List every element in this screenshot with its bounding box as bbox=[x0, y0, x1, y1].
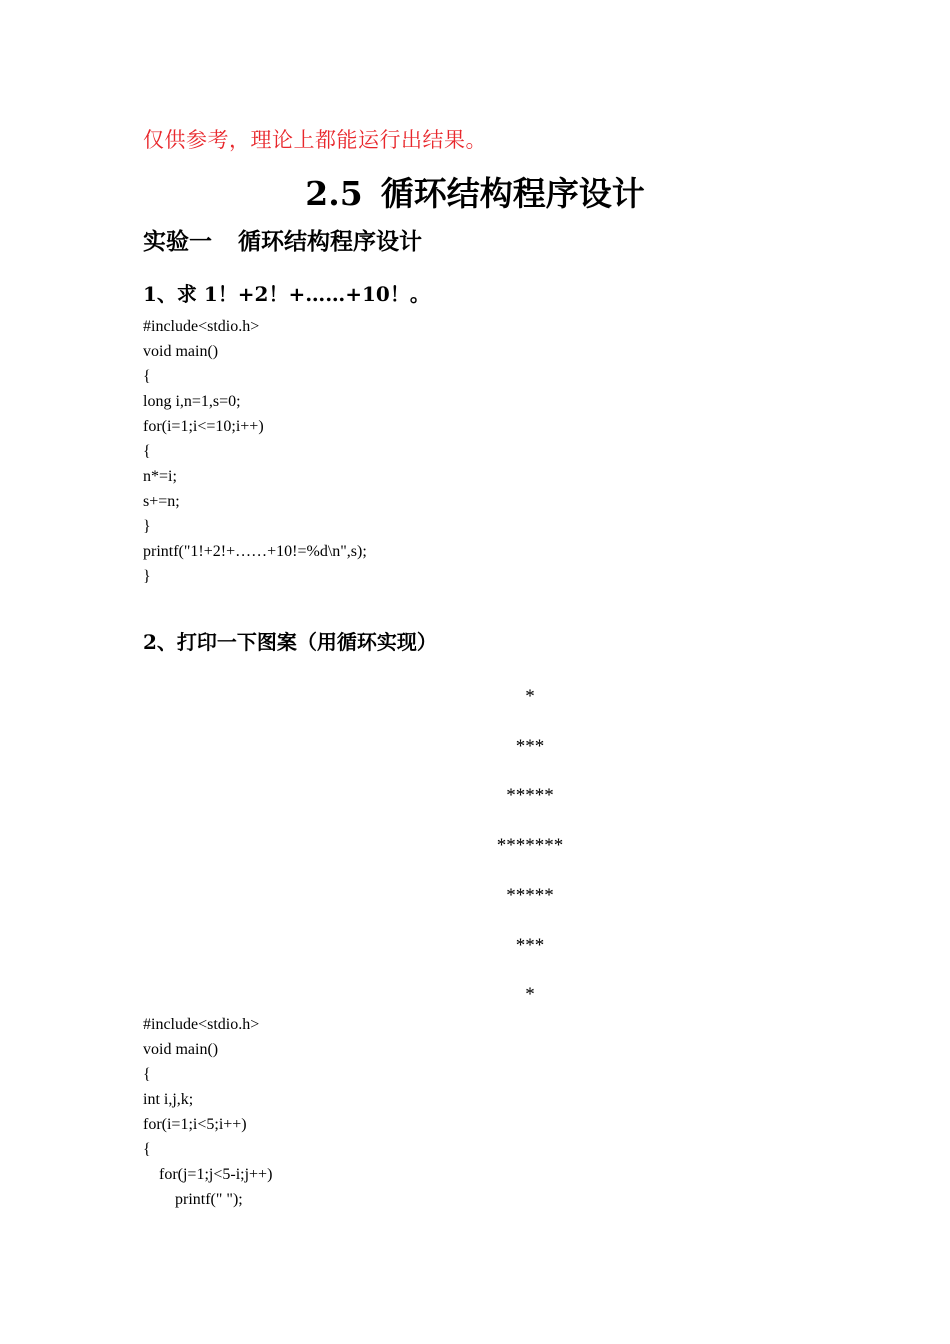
code-line: long i,n=1,s=0; bbox=[143, 393, 241, 410]
question-1-code bbox=[143, 314, 367, 589]
pattern-row: *** bbox=[515, 934, 545, 956]
star-pattern bbox=[0, 672, 950, 1020]
experiment-label: 实验一 bbox=[143, 228, 212, 255]
code-line: printf("1!+2!+……+10!=%d\n",s); bbox=[143, 543, 367, 560]
pattern-row: ***** bbox=[506, 785, 554, 807]
code-line: { bbox=[143, 1141, 151, 1158]
pattern-row: * bbox=[525, 984, 535, 1006]
pattern-row: *** bbox=[515, 735, 545, 757]
code-line: printf(" "); bbox=[143, 1191, 243, 1208]
section-title bbox=[0, 168, 950, 215]
code-line: { bbox=[143, 443, 151, 460]
code-line: void main() bbox=[143, 343, 219, 360]
code-line: #include<stdio.h> bbox=[143, 1016, 260, 1033]
pattern-row: * bbox=[525, 686, 535, 707]
code-line: { bbox=[143, 368, 151, 385]
code-line: void main() bbox=[143, 1041, 219, 1058]
section-number: 2.5 bbox=[305, 174, 363, 213]
code-line: #include<stdio.h> bbox=[143, 318, 260, 335]
pattern-row: ***** bbox=[506, 884, 554, 906]
code-line: } bbox=[143, 568, 151, 585]
question-2-code bbox=[143, 1012, 272, 1212]
reference-note: 仅供参考，理论上都能运行出结果。 bbox=[143, 128, 487, 152]
question-1-heading: 1、求 1！+2！+……+10！。 bbox=[143, 282, 430, 306]
code-line: { bbox=[143, 1066, 151, 1083]
experiment-heading bbox=[143, 223, 422, 256]
question-2-heading: 2、打印一下图案（用循环实现） bbox=[143, 630, 437, 654]
code-line: int i,j,k; bbox=[143, 1091, 194, 1108]
code-line: for(i=1;i<=10;i++) bbox=[143, 418, 264, 435]
code-line: s+=n; bbox=[143, 493, 180, 510]
experiment-title: 循环结构程序设计 bbox=[238, 228, 422, 255]
code-line: for(i=1;i<5;i++) bbox=[143, 1116, 247, 1133]
code-line: for(j=1;j<5-i;j++) bbox=[143, 1166, 273, 1183]
code-line: } bbox=[143, 518, 151, 535]
code-line: n*=i; bbox=[143, 468, 177, 485]
section-title-text: 循环结构程序设计 bbox=[380, 174, 645, 213]
pattern-row: ******* bbox=[496, 835, 564, 857]
